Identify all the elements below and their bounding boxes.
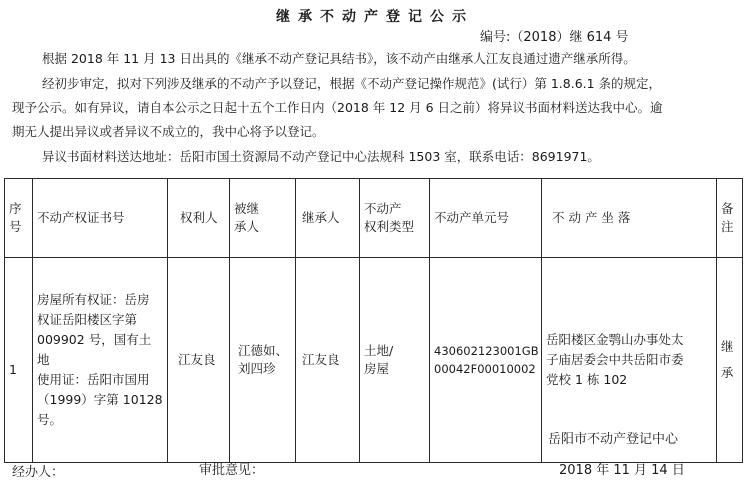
review-label: 审批意见： [199, 463, 265, 478]
paragraph-line: 现予公示。如有异议，请自本公示之日起十五个工作日内（2018 年 12 月 6 日之前）将异议书面材料送达我中心。逾 [12, 100, 663, 115]
header-cert-no: 不动产权证书号 [33, 179, 168, 258]
issue-date: 2018 年 11 月 14 日 [559, 463, 685, 478]
paragraph-line: 异议书面材料送达地址：岳阳市国土资源局不动产登记中心法规科 1503 室，联系电话：8691971。 [42, 149, 600, 164]
cell-right-type: 土地/ 房屋 [360, 258, 430, 463]
header-unit-no: 不动产单元号 [430, 179, 542, 258]
paragraph-line: 根据 2018 年 11 月 13 日出具的《继承不动产登记具结书》，该不动产由继承人江友良通过遗产继承所得。 [42, 51, 636, 66]
header-heir: 继承人 [296, 179, 360, 258]
cell-seq: 1 [5, 258, 33, 463]
header-location: 不 动 产 坐 落 [542, 179, 717, 258]
cell-location: 岳阳楼区金鹗山办事处太 子庙居委会中共岳阳市委 党校 1 栋 102 [542, 258, 717, 463]
paragraph-line: 期无人提出异议或者异议不成立的，我中心将予以登记。 [12, 124, 325, 139]
cell-decedent: 江德如、 刘四珍 [230, 258, 296, 463]
table-header-row [5, 179, 743, 258]
header-seq: 序 号 [5, 179, 33, 258]
issuing-organization: 岳阳市不动产登记中心 [548, 432, 679, 447]
header-remark: 备 注 [717, 179, 743, 258]
cell-cert-no: 房屋所有权证：岳房 权证岳阳楼区字第 009902 号，国有土地 使用证：岳阳市国用 （1999）字第 10128 号。 [33, 258, 168, 463]
handler-label: 经办人： [12, 465, 65, 480]
header-owner: 权利人 [168, 179, 230, 258]
cell-owner: 江友良 [168, 258, 230, 463]
paragraph-line: 经初步审定，拟对下列涉及继承的不动产予以登记，根据《不动产登记操作规范》(试行）第 1.8.6.1 条的规定， [42, 76, 662, 91]
header-decedent: 被继 承人 [230, 179, 296, 258]
header-right-type: 不动产 权利类型 [360, 179, 430, 258]
doc-number: 编号:（2018）继 614 号 [480, 30, 629, 45]
registration-table [4, 178, 743, 463]
cell-heir: 江友良 [296, 258, 360, 463]
cell-unit-no: 430602123001GB 00042F00010002 [430, 258, 542, 463]
page-title: 继承不动产登记公示 [276, 9, 474, 25]
cell-remark: 继 承 [717, 258, 743, 463]
